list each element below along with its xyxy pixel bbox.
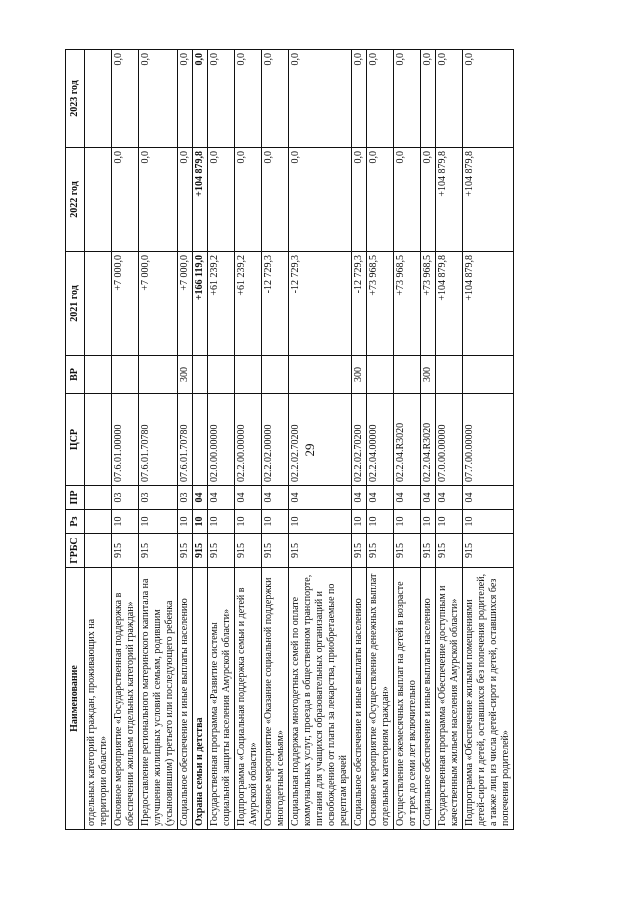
cell-grbs: 915	[367, 534, 394, 568]
cell-grbs: 915	[289, 534, 352, 568]
table-row	[262, 50, 289, 830]
cell-grbs	[85, 534, 112, 568]
cell-2022: 0,0	[394, 148, 421, 252]
cell-pr: 03	[112, 486, 139, 510]
table-row	[463, 50, 514, 830]
cell-csr: 07.6.01.00000	[112, 394, 139, 486]
cell-vr	[193, 356, 208, 394]
cell-2021: +73 968,5	[421, 252, 436, 356]
cell-pr: 04	[463, 486, 514, 510]
cell-rz: 10	[367, 510, 394, 534]
cell-name: Основное мероприятие «Оказание социальной поддержки многодетным семьям»	[262, 568, 289, 830]
table-row	[235, 50, 262, 830]
cell-rz: 10	[463, 510, 514, 534]
cell-grbs: 915	[436, 534, 463, 568]
table-row	[208, 50, 235, 830]
cell-2023: 0,0	[463, 50, 514, 148]
cell-csr: 02.2.04.R3020	[394, 394, 421, 486]
cell-name: Предоставление регионального материнского капитала на улучшение жилищных условий семьям, родившим (усыновившим) третьего или последующего ребенка	[139, 568, 178, 830]
cell-name: Осуществление ежемесячных выплат на детей в возрасте от трех до семи лет включительно	[394, 568, 421, 830]
cell-2023: 0,0	[421, 50, 436, 148]
header-pr: ПР	[66, 486, 85, 510]
cell-2023: 0,0	[289, 50, 352, 148]
cell-2023: 0,0	[352, 50, 367, 148]
cell-vr	[208, 356, 235, 394]
cell-name: отдельных категорий граждан, проживающих на территории области»	[85, 568, 112, 830]
cell-csr: 02.0.00.00000	[208, 394, 235, 486]
cell-pr: 03	[139, 486, 178, 510]
cell-pr: 04	[352, 486, 367, 510]
cell-2021: -12 729,3	[289, 252, 352, 356]
cell-csr: 07.7.00.00000	[463, 394, 514, 486]
table-row	[178, 50, 193, 830]
cell-2022: 0,0	[262, 148, 289, 252]
cell-name: Государственная программа «Обеспечение доступным и качественным жильем населения Амурской области»	[436, 568, 463, 830]
cell-2023	[85, 50, 112, 148]
cell-name: Социальное обеспечение и иные выплаты населению	[178, 568, 193, 830]
cell-vr	[139, 356, 178, 394]
table-row	[112, 50, 139, 830]
header-2023: 2023 год	[66, 50, 85, 148]
table-row	[352, 50, 367, 830]
cell-name: Государственная программа «Развитие системы социальной защиты населения Амурской области»	[208, 568, 235, 830]
cell-csr: 07.6.01.70780	[139, 394, 178, 486]
cell-csr: 02.2.02.70200	[289, 394, 352, 486]
page-number: 29	[302, 443, 317, 457]
header-csr: ЦСР	[66, 394, 85, 486]
header-2022: 2022 год	[66, 148, 85, 252]
table-row	[421, 50, 436, 830]
table-row	[85, 50, 112, 830]
cell-2023: 0,0	[178, 50, 193, 148]
cell-pr: 04	[289, 486, 352, 510]
cell-2023: 0,0	[235, 50, 262, 148]
cell-csr	[85, 394, 112, 486]
cell-2021: +7 000,0	[139, 252, 178, 356]
cell-pr: 04	[394, 486, 421, 510]
cell-name: Социальное обеспечение и иные выплаты населению	[352, 568, 367, 830]
cell-vr: 300	[421, 356, 436, 394]
header-grbs: ГРБС	[66, 534, 85, 568]
cell-2021: -12 729,3	[352, 252, 367, 356]
cell-grbs: 915	[208, 534, 235, 568]
cell-pr: 04	[436, 486, 463, 510]
cell-vr	[394, 356, 421, 394]
cell-vr	[436, 356, 463, 394]
cell-pr	[85, 486, 112, 510]
cell-2022: 0,0	[421, 148, 436, 252]
cell-rz: 10	[208, 510, 235, 534]
cell-2021: +104 879,8	[463, 252, 514, 356]
cell-vr: 300	[352, 356, 367, 394]
cell-2022: 0,0	[289, 148, 352, 252]
cell-grbs: 915	[139, 534, 178, 568]
cell-2021: +104 879,8	[436, 252, 463, 356]
cell-csr	[193, 394, 208, 486]
cell-2022: 0,0	[112, 148, 139, 252]
table-body	[85, 50, 514, 830]
cell-name: Основное мероприятие «Осуществление денежных выплат отдельным категориям граждан»	[367, 568, 394, 830]
cell-pr: 04	[367, 486, 394, 510]
cell-2023: 0,0	[262, 50, 289, 148]
cell-rz: 10	[421, 510, 436, 534]
cell-grbs: 915	[193, 534, 208, 568]
cell-csr: 02.2.04.00000	[367, 394, 394, 486]
cell-2022: +104 879,8	[463, 148, 514, 252]
table-row	[367, 50, 394, 830]
cell-2022: +104 879,8	[193, 148, 208, 252]
table-row	[289, 50, 352, 830]
header-rz: Рз	[66, 510, 85, 534]
cell-2021: +73 968,5	[394, 252, 421, 356]
table-row	[139, 50, 178, 830]
cell-rz: 10	[262, 510, 289, 534]
cell-grbs: 915	[262, 534, 289, 568]
cell-2023: 0,0	[208, 50, 235, 148]
cell-csr: 02.2.02.70200	[352, 394, 367, 486]
cell-pr: 04	[235, 486, 262, 510]
cell-2022: 0,0	[208, 148, 235, 252]
cell-rz: 10	[193, 510, 208, 534]
cell-pr: 03	[178, 486, 193, 510]
cell-csr: 02.2.00.00000	[235, 394, 262, 486]
cell-grbs: 915	[394, 534, 421, 568]
cell-2021: +61 239,2	[208, 252, 235, 356]
cell-vr	[367, 356, 394, 394]
cell-2022	[85, 148, 112, 252]
cell-name: Подпрограмма «Социальная поддержка семьи и детей в Амурской области»	[235, 568, 262, 830]
cell-name: Социальная поддержка многодетных семей по оплате коммунальных услуг, проезда в общественном транспорте, питания для учащихся образовательных организаций и освобождению от платы за лекарства, приобретаемые по рецептам врачей	[289, 568, 352, 830]
header-vr: ВР	[66, 356, 85, 394]
cell-rz: 10	[436, 510, 463, 534]
table-row	[193, 50, 208, 830]
cell-csr: 02.2.04.R3020	[421, 394, 436, 486]
cell-2023: 0,0	[436, 50, 463, 148]
cell-name: Охрана семьи и детства	[193, 568, 208, 830]
cell-2023: 0,0	[139, 50, 178, 148]
budget-table	[65, 49, 514, 830]
table-row	[394, 50, 421, 830]
cell-vr	[85, 356, 112, 394]
cell-2021	[85, 252, 112, 356]
cell-rz: 10	[235, 510, 262, 534]
cell-2021: +166 119,0	[193, 252, 208, 356]
cell-csr: 02.2.02.00000	[262, 394, 289, 486]
table-row	[436, 50, 463, 830]
cell-vr	[112, 356, 139, 394]
cell-pr: 04	[421, 486, 436, 510]
cell-rz: 10	[394, 510, 421, 534]
cell-2022: +104 879,8	[436, 148, 463, 252]
cell-pr: 04	[262, 486, 289, 510]
header-name: Наименование	[66, 568, 85, 830]
cell-2021: -12 729,3	[262, 252, 289, 356]
cell-rz: 10	[112, 510, 139, 534]
header-2021: 2021 год	[66, 252, 85, 356]
cell-2023: 0,0	[193, 50, 208, 148]
cell-grbs: 915	[463, 534, 514, 568]
table-header-row	[66, 50, 85, 830]
cell-name: Социальное обеспечение и иные выплаты населению	[421, 568, 436, 830]
cell-2022: 0,0	[352, 148, 367, 252]
cell-2023: 0,0	[394, 50, 421, 148]
cell-2022: 0,0	[367, 148, 394, 252]
cell-2022: 0,0	[235, 148, 262, 252]
cell-vr: 300	[178, 356, 193, 394]
cell-vr	[289, 356, 352, 394]
cell-csr: 07.6.01.70780	[178, 394, 193, 486]
cell-csr: 07.0.00.00000	[436, 394, 463, 486]
cell-2023: 0,0	[367, 50, 394, 148]
cell-2022: 0,0	[178, 148, 193, 252]
cell-rz: 10	[352, 510, 367, 534]
cell-2021: +73 968,5	[367, 252, 394, 356]
cell-rz: 10	[139, 510, 178, 534]
cell-grbs: 915	[112, 534, 139, 568]
cell-2021: +7 000,0	[178, 252, 193, 356]
cell-vr	[262, 356, 289, 394]
cell-rz: 10	[289, 510, 352, 534]
cell-2023: 0,0	[112, 50, 139, 148]
rotated-table-container	[65, 50, 600, 830]
cell-grbs: 915	[235, 534, 262, 568]
cell-vr	[235, 356, 262, 394]
cell-rz: 10	[178, 510, 193, 534]
cell-name: Подпрограмма «Обеспечение жилыми помещениями детей-сирот и детей, оставшихся без попечения родителей, а также лиц из числа детей-сирот и детей, оставшихся без попечения родителей»	[463, 568, 514, 830]
cell-vr	[463, 356, 514, 394]
cell-2021: +61 239,2	[235, 252, 262, 356]
cell-name: Основное мероприятие «Государственная поддержка в обеспечении жильем отдельных категорий граждан»	[112, 568, 139, 830]
rotated-page-content	[65, 50, 600, 830]
cell-2021: +7 000,0	[112, 252, 139, 356]
cell-pr: 04	[208, 486, 235, 510]
cell-grbs: 915	[421, 534, 436, 568]
cell-rz	[85, 510, 112, 534]
cell-grbs: 915	[178, 534, 193, 568]
cell-pr: 04	[193, 486, 208, 510]
cell-2022: 0,0	[139, 148, 178, 252]
cell-grbs: 915	[352, 534, 367, 568]
